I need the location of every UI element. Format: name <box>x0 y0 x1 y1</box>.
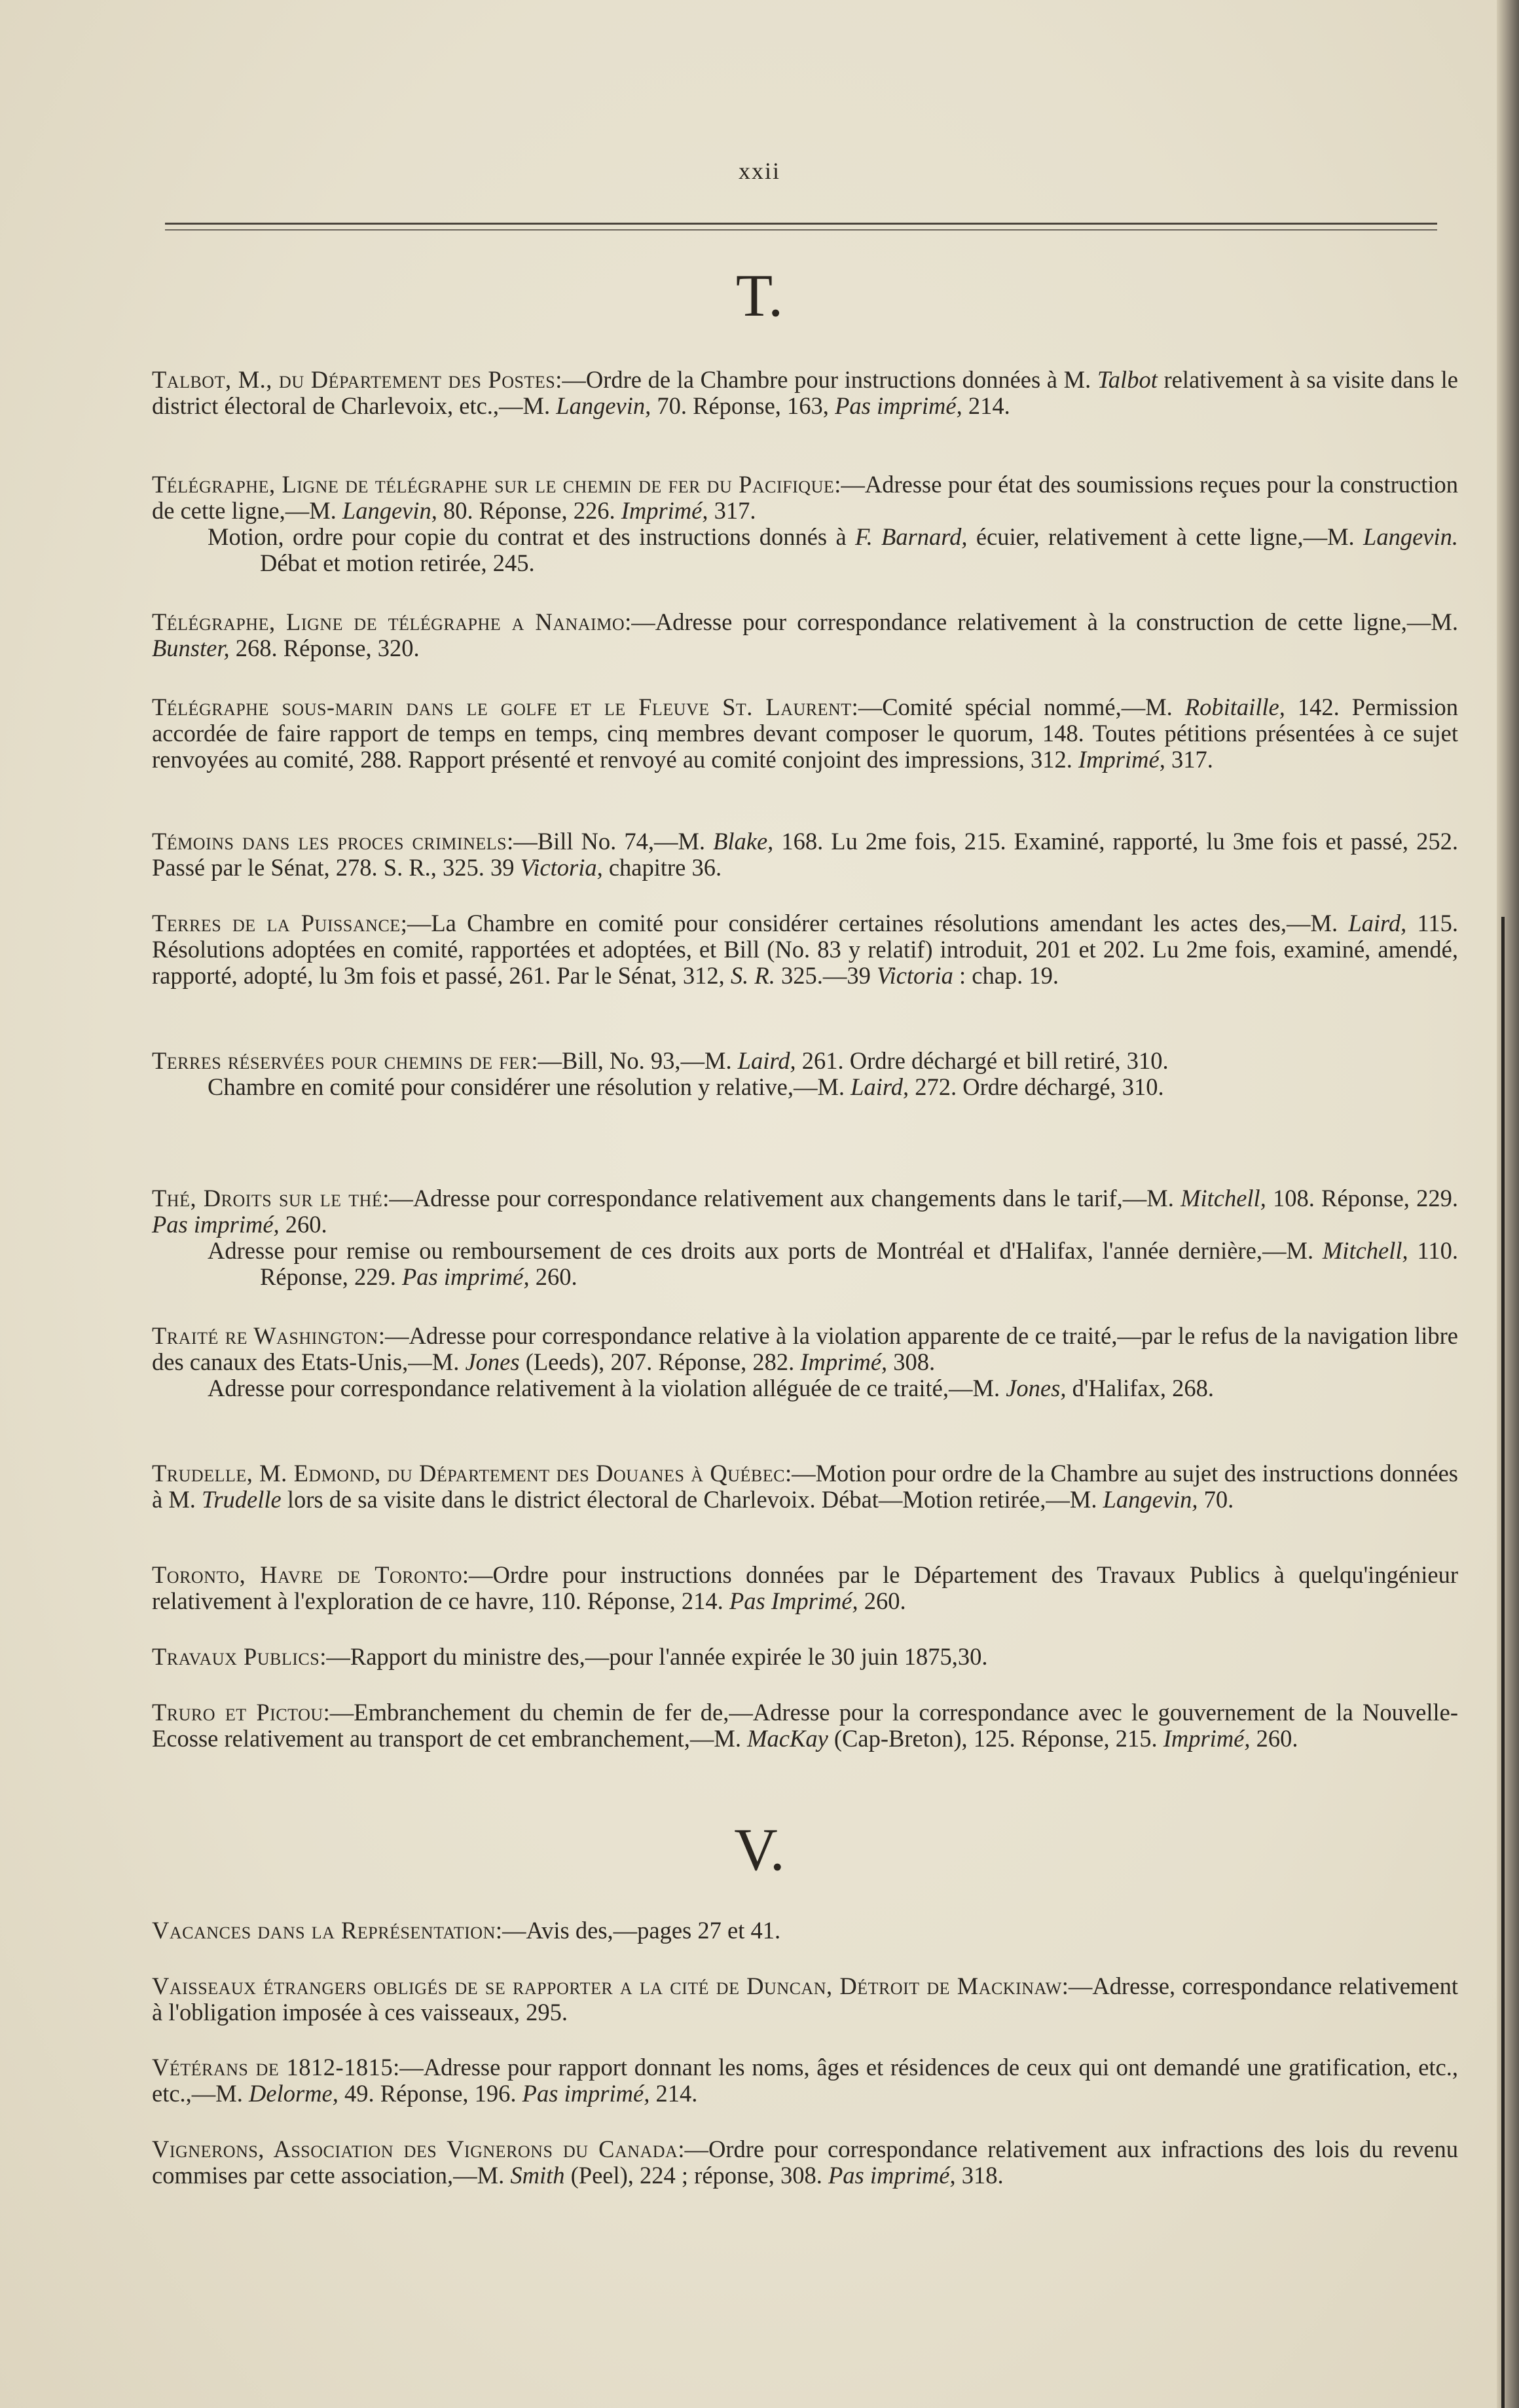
entry-reference: Imprimé, <box>1078 746 1165 773</box>
entry-heading: Vacances dans la Représentation <box>152 1917 496 1944</box>
entry-heading: Trudelle, M. Edmond, du Département des Douanes à Québec <box>152 1460 785 1487</box>
entry-heading: Témoins dans les proces criminels <box>152 828 507 855</box>
entry-reference: Pas imprimé, <box>401 1263 530 1290</box>
entry-text: Adresse pour remise ou remboursement de ces droits aux ports de Montréal et d'Halifax, l'année dernière,—M. <box>208 1237 1323 1264</box>
entry-reference: Blake, <box>713 828 774 855</box>
index-entry <box>152 367 1458 419</box>
entry-text: 80. Réponse, 226. <box>437 497 621 524</box>
entry-text: 317. <box>1165 746 1213 773</box>
header-rule-thin <box>165 229 1437 231</box>
index-entry <box>152 1460 1458 1513</box>
entry-text: 108. Réponse, 229. <box>1266 1185 1459 1212</box>
index-entry <box>152 609 1458 661</box>
entry-text: :—Comité spécial nommé,—M. <box>851 694 1185 720</box>
entry-text: Chambre en comité pour considérer une résolution y relative,—M. <box>208 1073 851 1100</box>
entry-first-line <box>152 910 1458 989</box>
index-entry <box>152 694 1458 773</box>
entry-reference: Laird, <box>1348 910 1407 936</box>
entry-reference: Langevin, <box>556 392 651 419</box>
entry-heading: Truro et Pictou <box>152 1699 323 1726</box>
entry-text: d'Halifax, 268. <box>1066 1375 1214 1401</box>
section-letter-t: T. <box>735 262 784 329</box>
entry-text: (Peel), 224 ; réponse, 308. <box>564 2162 828 2189</box>
index-entry <box>152 1644 1458 1670</box>
entry-text: :—Ordre de la Chambre pour instructions données à M. <box>555 366 1097 393</box>
entry-reference: Pas Imprimé, <box>729 1587 858 1614</box>
entry-text: Débat et motion retirée, 245. <box>260 549 535 576</box>
entry-reference: Victoria <box>876 962 953 989</box>
entry-reference: Trudelle <box>202 1486 282 1513</box>
entry-text: 49. Réponse, 196. <box>338 2080 522 2107</box>
entry-first-line <box>152 1917 1458 1944</box>
entry-first-line <box>152 694 1458 773</box>
index-entry <box>152 1562 1458 1614</box>
entry-text: :—Adresse pour correspondance relativement à la construction de cette ligne,—M. <box>625 608 1458 635</box>
index-entry <box>152 1185 1458 1290</box>
entry-text: 318. <box>955 2162 1004 2189</box>
entry-reference: Langevin. <box>1363 523 1458 550</box>
entry-sub-line <box>152 1375 1458 1401</box>
index-entry <box>152 2136 1458 2189</box>
entry-text: 272. Ordre déchargé, 310. <box>909 1073 1164 1100</box>
entry-reference: MacKay <box>747 1725 828 1752</box>
entry-heading: Télégraphe sous-marin dans le golfe et le Fleuve St. Laurent <box>152 694 852 720</box>
entry-reference: Mitchell, <box>1180 1185 1266 1212</box>
entry-reference: Imprimé, <box>1163 1725 1251 1752</box>
entry-text: 317. <box>708 497 756 524</box>
entry-text: chapitre 36. <box>602 854 722 881</box>
entry-text: 70. <box>1198 1486 1234 1513</box>
entry-text: :—Bill No. 74,—M. <box>507 828 714 855</box>
entry-heading: Terres réservées pour chemins de fer <box>152 1047 532 1074</box>
entry-text: 261. Ordre déchargé et bill retiré, 310. <box>796 1047 1169 1074</box>
entry-text: :—Embranchement du chemin de fer de,—Adresse pour la correspondance avec le gouvernement de la Nouvelle-Ecosse relativement au transport de cet embranchement,—M. <box>152 1699 1458 1752</box>
entry-reference: Jones <box>465 1348 520 1375</box>
entry-text: :—Adresse pour correspondance relativement aux changements dans le tarif,—M. <box>382 1185 1181 1212</box>
entry-first-line <box>152 1185 1458 1238</box>
entry-text: 70. Réponse, 163, <box>651 392 835 419</box>
entry-reference: Talbot <box>1097 366 1158 393</box>
index-entry <box>152 1699 1458 1752</box>
entry-heading: Télégraphe, Ligne de télégraphe sur le chemin de fer du Pacifique <box>152 471 835 498</box>
entry-first-line <box>152 609 1458 661</box>
entry-reference: Pas imprimé, <box>835 392 962 419</box>
entry-text: :—Adresse pour état des soumissions reçues pour la construction de cette ligne,—M. <box>152 471 1458 524</box>
entry-text: ;—La Chambre en comité pour considérer certaines résolutions amendant les actes des,—M. <box>400 910 1349 936</box>
entry-text: lors de sa visite dans le district électoral de Charlevoix. Débat—Motion retirée,—M. <box>281 1486 1103 1513</box>
entry-reference: Pas imprimé, <box>828 2162 956 2189</box>
entry-text: :—Adresse pour correspondance relative à la violation apparente de ce traité,—par le refus de la navigation libre des canaux des Etats-Unis,—M. <box>152 1322 1458 1375</box>
index-entry <box>152 910 1458 989</box>
entry-text: 325.—39 <box>775 962 877 989</box>
entry-text: relativement à sa visite dans le district électoral de Charlevoix, etc.,—M. <box>152 366 1458 419</box>
entry-heading: Travaux Publics <box>152 1643 320 1670</box>
page-number: xxii <box>738 158 780 184</box>
entry-reference: Imprimé, <box>800 1348 888 1375</box>
entry-heading: Vignerons, Association des Vignerons du Canada <box>152 2136 678 2162</box>
index-entry <box>152 1323 1458 1401</box>
entry-text: :—Ordre pour correspondance relativement aux infractions des lois du revenu commises par cette association,—M. <box>152 2136 1459 2189</box>
entry-text: (Cap-Breton), 125. Réponse, 215. <box>828 1725 1163 1752</box>
entry-first-line <box>152 367 1458 419</box>
entry-sub-line <box>152 1074 1458 1100</box>
entry-first-line <box>152 1562 1458 1614</box>
entry-first-line <box>152 1644 1458 1670</box>
entry-first-line <box>152 828 1458 881</box>
entry-first-line <box>152 2054 1458 2107</box>
entry-first-line <box>152 1460 1458 1513</box>
entry-heading: Vaisseaux étrangers obligés de se rapporter a la cité de Duncan, Détroit de Mackinaw <box>152 1973 1062 1999</box>
entry-reference: Delorme, <box>249 2080 339 2107</box>
entry-text: 142. Permission accordée de faire rapport de temps en temps, cinq membres devant composer le quorum, 148. Toutes pétitions présentées à ce sujet renvoyées au comité, 288. Rapport présenté et renvoyé au comité conjoint des impressions, 312. <box>152 694 1458 773</box>
index-entry <box>152 472 1458 576</box>
index-entry <box>152 2054 1458 2107</box>
entry-text: 260. <box>1250 1725 1298 1752</box>
entry-text: :—Rapport du ministre des,—pour l'année expirée le 30 juin 1875,30. <box>320 1643 988 1670</box>
entry-reference: Mitchell, <box>1322 1237 1408 1264</box>
entry-text: 268. Réponse, 320. <box>229 635 420 661</box>
entry-text: 115. Résolutions adoptées en comité, rapportées et adoptées, et Bill (No. 83 y relatif) introduit, 201 et 202. Lu 2me fois, examiné, amendé, rapporté, adopté, lu 3m fois et passé, 261. Par le Sénat, 312, <box>152 910 1458 989</box>
index-entry <box>152 1048 1458 1100</box>
entry-reference: Pas imprimé, <box>152 1211 280 1238</box>
entry-reference: Smith <box>510 2162 565 2189</box>
entry-heading: Terres de la Puissance <box>152 910 401 936</box>
entry-text: Motion, ordre pour copie du contrat et des instructions donnés à <box>208 523 855 550</box>
entry-reference: Victoria, <box>520 854 603 881</box>
entry-text: :—Avis des,—pages 27 et 41. <box>495 1917 781 1944</box>
entry-text: 110. Réponse, 229. <box>260 1237 1458 1290</box>
entry-reference: Jones, <box>1006 1375 1067 1401</box>
entry-text: 260. <box>279 1211 327 1238</box>
entry-text: :—Motion pour ordre de la Chambre au sujet des instructions données à M. <box>152 1460 1458 1513</box>
entry-reference: Langevin, <box>342 497 437 524</box>
entry-text: 260. <box>858 1587 906 1614</box>
entry-sub-line <box>152 1238 1458 1290</box>
section-letter-v: V. <box>734 1816 785 1883</box>
entry-text: :—Bill, No. 93,—M. <box>531 1047 738 1074</box>
entry-text: :—Adresse pour rapport donnant les noms, âges et résidences de ceux qui ont demandé une gratification, etc., etc.,—M. <box>152 2054 1458 2107</box>
entry-text: : chap. 19. <box>953 962 1059 989</box>
entry-text: 214. <box>650 2080 698 2107</box>
entry-text: 214. <box>962 392 1010 419</box>
entry-text: Adresse pour correspondance relativement à la violation alléguée de ce traité,—M. <box>208 1375 1006 1401</box>
entry-reference: Laird, <box>851 1073 909 1100</box>
index-entry <box>152 828 1458 881</box>
entry-heading: Télégraphe, Ligne de télégraphe a Nanaimo <box>152 608 625 635</box>
entry-first-line <box>152 1323 1458 1375</box>
entry-text: 168. Lu 2me fois, 215. Examiné, rapporté, lu 3me fois et passé, 252. Passé par le Sénat, 278. S. R., 325. 39 <box>152 828 1458 881</box>
entry-text: :—Adresse, correspondance relativement à l'obligation imposée à ces vaisseaux, 295. <box>152 1973 1458 2026</box>
entry-first-line <box>152 1973 1458 2026</box>
book-spine <box>1497 0 1519 2408</box>
entry-heading: Talbot, M., du Département des Postes <box>152 366 556 393</box>
entry-reference: S. R. <box>730 962 775 989</box>
entry-heading: Traité re Washington <box>152 1322 378 1349</box>
entry-reference: F. Barnard, <box>855 523 968 550</box>
entry-text: :—Ordre pour instructions données par le Département des Travaux Publics à quelqu'ingénieur relativement à l'exploration de ce havre, 110. Réponse, 214. <box>152 1561 1459 1614</box>
entry-heading: Vétérans de 1812-1815 <box>152 2054 393 2081</box>
entry-reference: Imprimé, <box>621 497 708 524</box>
entry-text: 260. <box>529 1263 577 1290</box>
entry-reference: Langevin, <box>1103 1486 1198 1513</box>
entry-reference: Bunster, <box>152 635 230 661</box>
entry-text: 308. <box>887 1348 936 1375</box>
entry-reference: Laird, <box>737 1047 796 1074</box>
index-entry <box>152 1973 1458 2026</box>
entry-first-line <box>152 472 1458 524</box>
entry-first-line <box>152 1699 1458 1752</box>
entry-text: (Leeds), 207. Réponse, 282. <box>519 1348 801 1375</box>
entry-text: écuier, relativement à cette ligne,—M. <box>967 523 1364 550</box>
header-rule <box>165 223 1437 225</box>
entry-first-line <box>152 2136 1458 2189</box>
entry-first-line <box>152 1048 1458 1074</box>
entry-sub-line <box>152 524 1458 576</box>
book-gutter-shadow <box>1501 917 1505 2408</box>
index-entry <box>152 1917 1458 1944</box>
entry-reference: Robitaille, <box>1184 694 1285 720</box>
entry-heading: Toronto, Havre de Toronto <box>152 1561 462 1588</box>
entry-reference: Pas imprimé, <box>522 2080 650 2107</box>
entry-heading: Thé, Droits sur le thé <box>152 1185 383 1212</box>
